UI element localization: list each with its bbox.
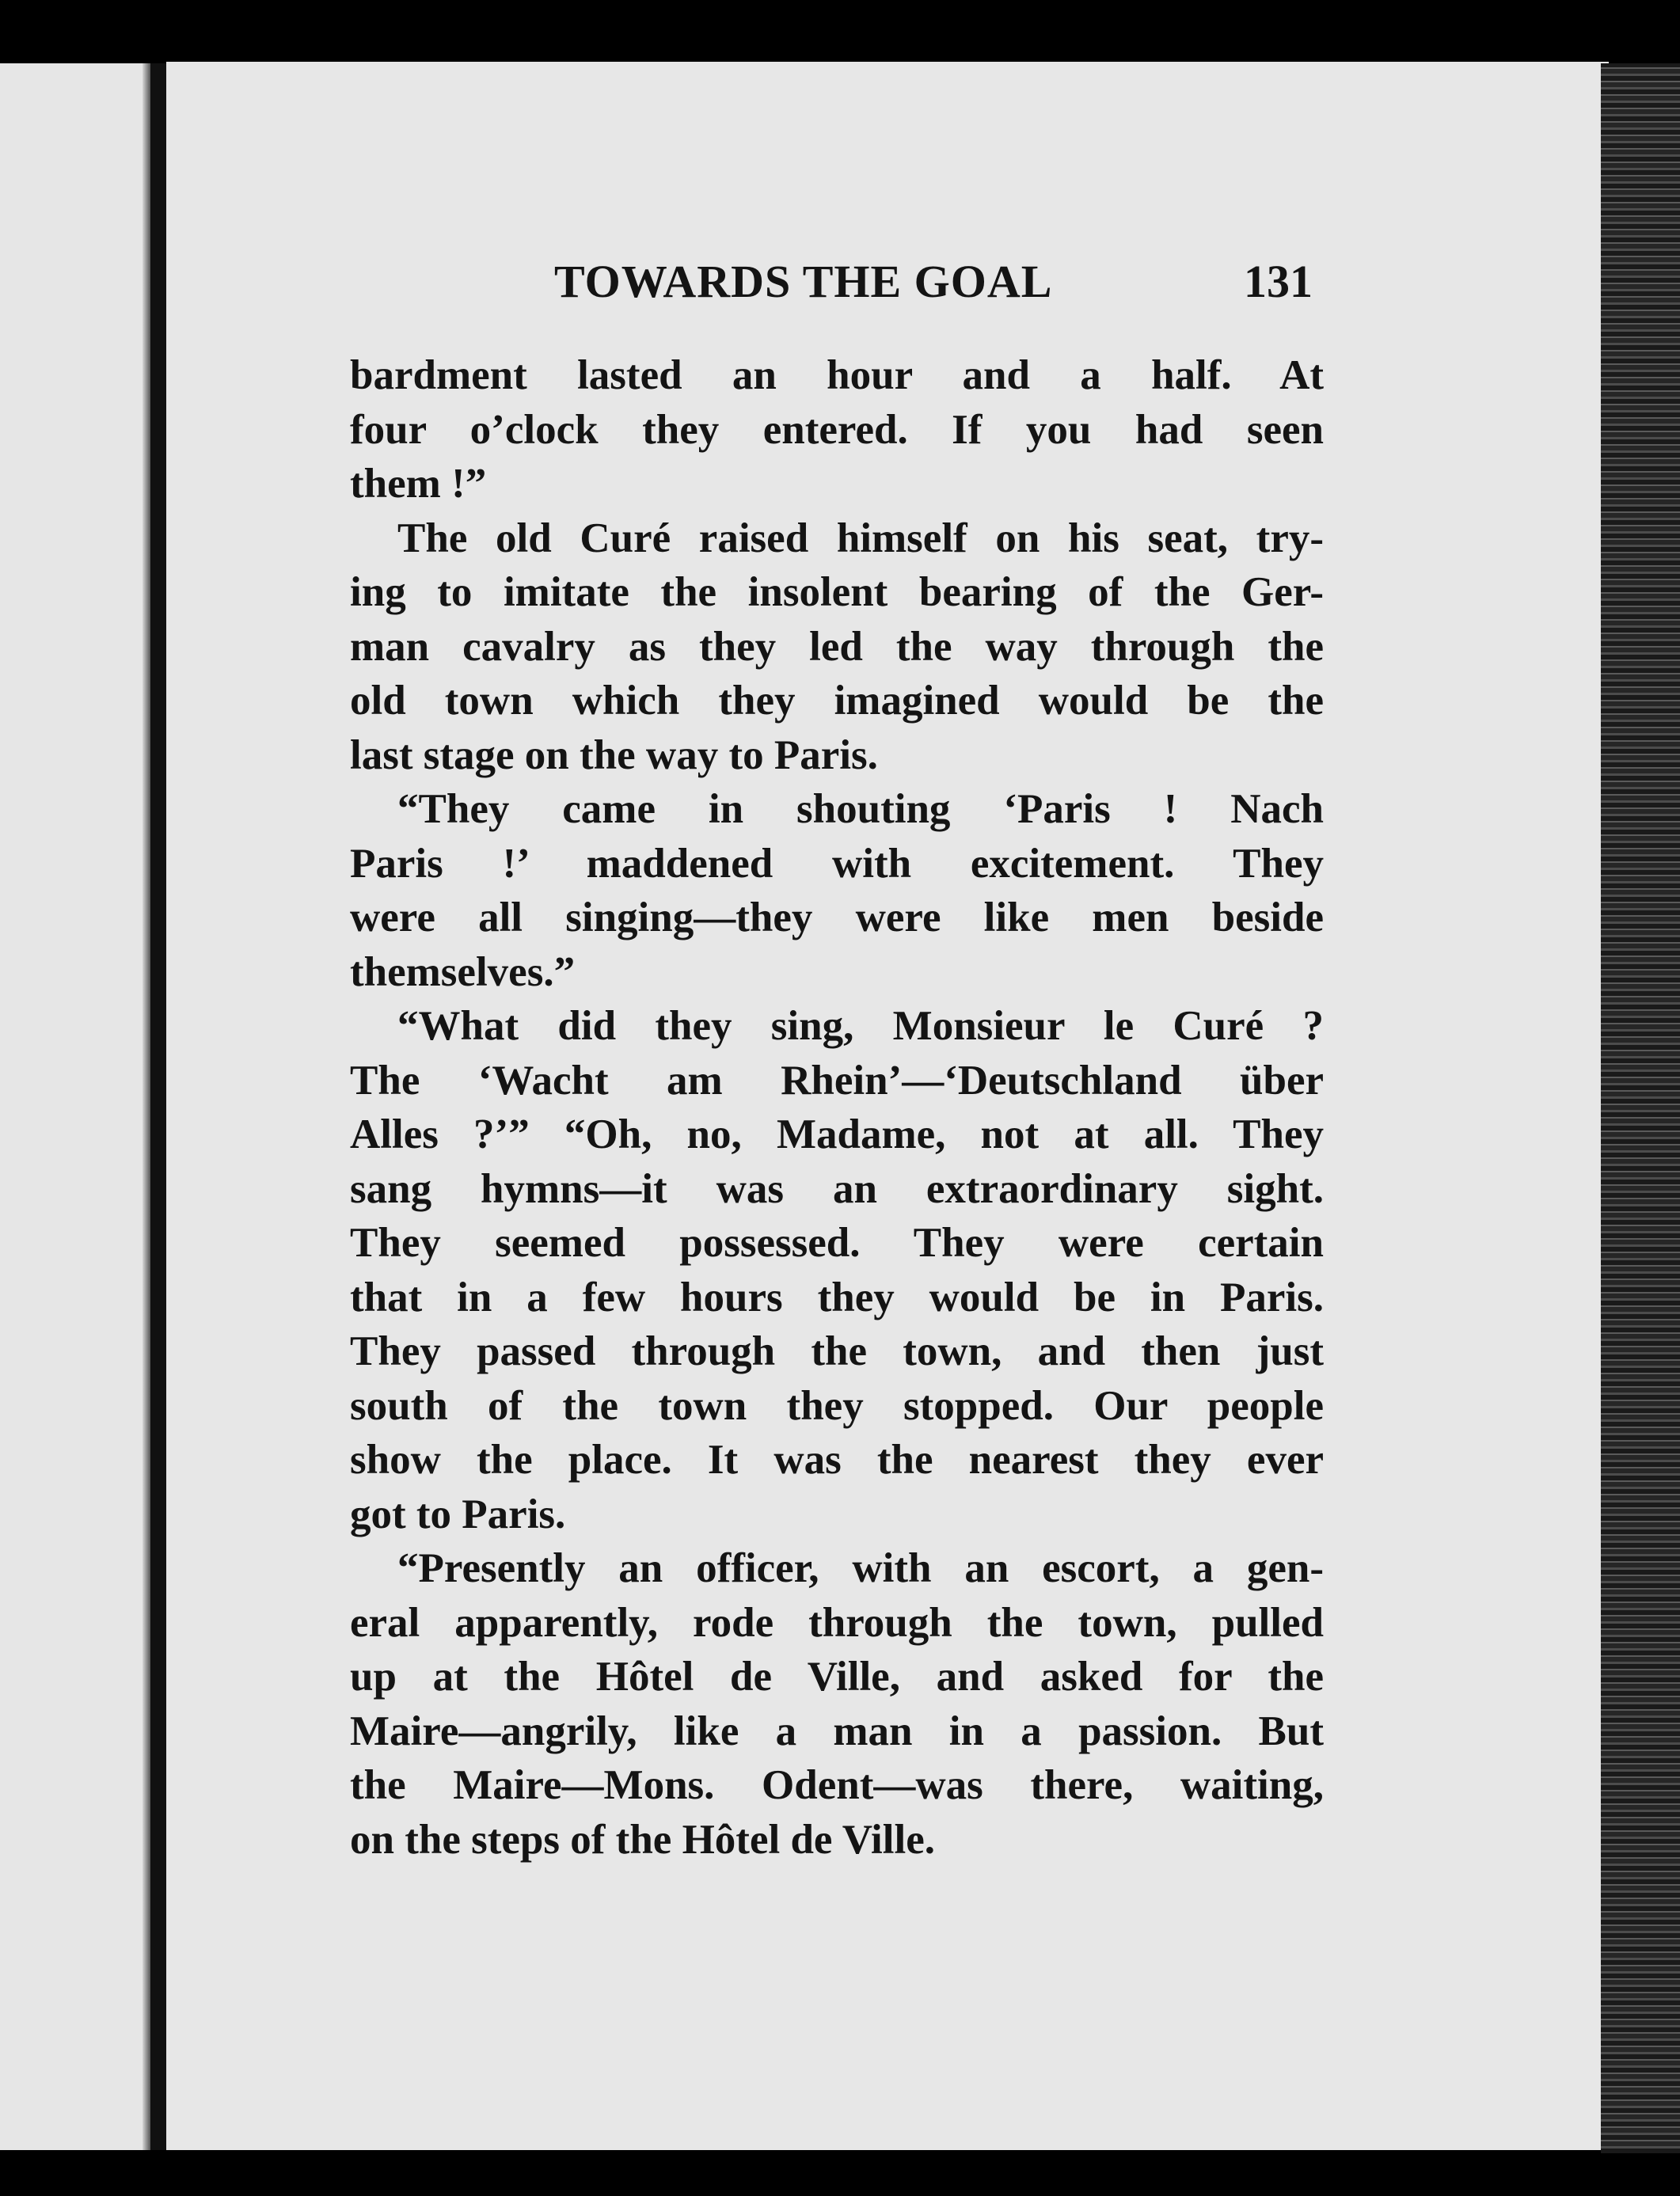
text-line: the Maire—Mons. Odent—was there, waiting, xyxy=(350,1762,1324,1808)
text-line: The old Curé raised himself on his seat, try- xyxy=(397,515,1324,561)
text-line: man cavalry as they led the way through the xyxy=(350,623,1324,670)
text-line: Paris !’ maddened with excitement. They xyxy=(350,840,1324,887)
text-line: “They came in shouting ‘Paris ! Nach xyxy=(397,786,1324,832)
text-line: They passed through the town, and then just xyxy=(350,1328,1324,1374)
facing-page-edge xyxy=(0,63,150,2150)
text-line: four o’clock they entered. If you had seen xyxy=(350,406,1324,453)
text-line: “Presently an officer, with an escort, a gen- xyxy=(397,1545,1324,1591)
text-line: show the place. It was the nearest they ever xyxy=(350,1437,1324,1483)
page-stack-edge xyxy=(1601,63,1680,2153)
text-line: old town which they imagined would be the xyxy=(350,678,1324,724)
text-line: The ‘Wacht am Rhein’—‘Deutschland über xyxy=(350,1057,1324,1104)
text-line: last stage on the way to Paris. xyxy=(350,731,878,778)
text-line: up at the Hôtel de Ville, and asked for the xyxy=(350,1654,1324,1700)
running-head xyxy=(554,255,1313,318)
text-line: were all singing—they were like men beside xyxy=(350,895,1324,940)
text-line: Alles ?’” “Oh, no, Madame, not at all. They xyxy=(350,1111,1324,1157)
text-line: Maire—angrily, like a man in a passion. But xyxy=(350,1708,1324,1754)
text-line: bardment lasted an hour and a half. At xyxy=(350,352,1324,398)
text-line: south of the town they stopped. Our people xyxy=(350,1382,1324,1429)
text-line: that in a few hours they would be in Paris. xyxy=(350,1274,1324,1320)
text-line: got to Paris. xyxy=(350,1491,566,1537)
running-title: TOWARDS THE GOAL xyxy=(554,256,1053,307)
body-text xyxy=(350,348,1324,1867)
text-line: They seemed possessed. They were certain xyxy=(350,1220,1324,1266)
text-line: ing to imitate the insolent bearing of the Ger- xyxy=(350,569,1324,615)
page-number: 131 xyxy=(1244,256,1313,307)
text-line: them !” xyxy=(350,461,487,507)
text-line: sang hymns—it was an extraordinary sight. xyxy=(350,1165,1324,1212)
text-line: on the steps of the Hôtel de Ville. xyxy=(350,1816,935,1863)
text-line: themselves.” xyxy=(350,948,576,995)
text-line: eral apparently, rode through the town, pulled xyxy=(350,1599,1324,1646)
text-line: “What did they sing, Monsieur le Curé ? xyxy=(397,1003,1324,1049)
